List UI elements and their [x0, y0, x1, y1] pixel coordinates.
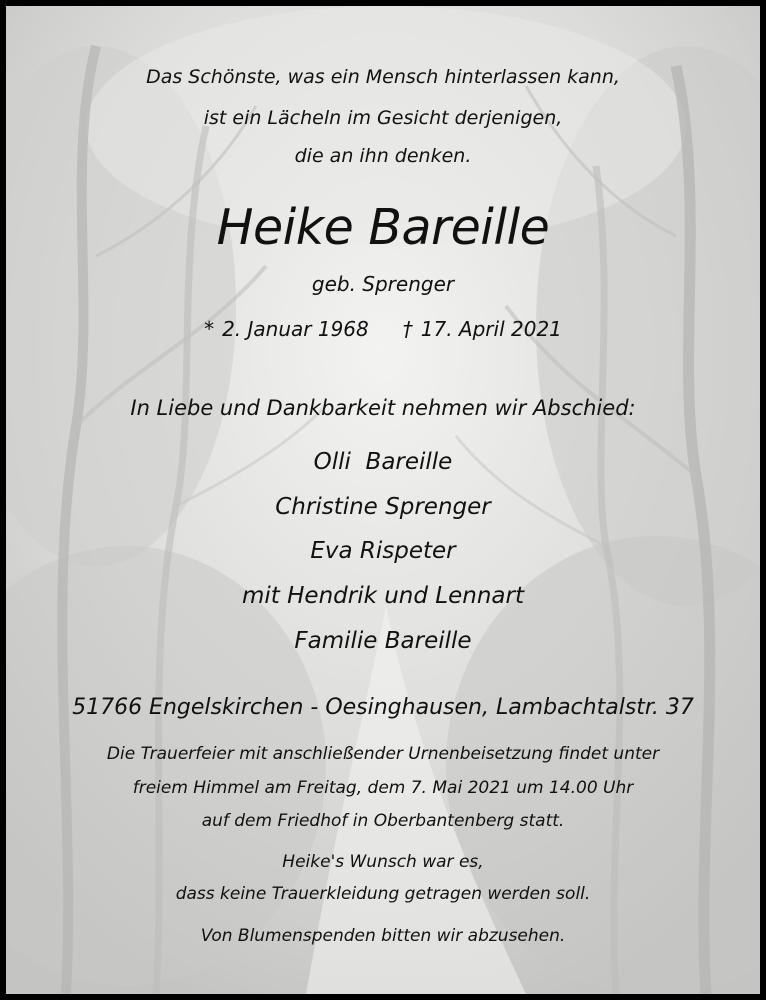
- wish-line: dass keine Trauerkleidung getragen werden soll.: [175, 884, 591, 904]
- birth-symbol: *: [204, 317, 215, 341]
- wish-line: Heike's Wunsch war es,: [282, 852, 484, 872]
- poem-line: ist ein Lächeln im Gesicht derjenigen,: [203, 107, 563, 129]
- mourner-name: Familie Bareille: [294, 628, 472, 654]
- deceased-name: Heike Bareille: [216, 199, 550, 256]
- birth-date: 2. Januar 1968: [222, 317, 369, 341]
- mourner-name: Olli Bareille: [313, 449, 453, 475]
- notice-text: [6, 6, 760, 994]
- ceremony-line: Die Trauerfeier mit anschließender Urnenbeisetzung findet unter: [106, 744, 660, 764]
- family-address: 51766 Engelskirchen - Oesinghausen, Lambachtalstr. 37: [72, 695, 694, 720]
- maiden-name: geb. Sprenger: [311, 272, 455, 296]
- poem-line: die an ihn denken.: [294, 145, 472, 167]
- mourner-name: mit Hendrik und Lennart: [242, 583, 524, 609]
- death-date: 17. April 2021: [420, 317, 562, 341]
- death-symbol: †: [402, 317, 413, 341]
- mourner-name: Eva Rispeter: [310, 538, 456, 564]
- flowers-note: Von Blumenspenden bitten wir abzusehen.: [200, 926, 566, 946]
- ceremony-line: auf dem Friedhof in Oberbantenberg statt.: [201, 811, 565, 831]
- farewell-text: In Liebe und Dankbarkeit nehmen wir Abschied:: [130, 396, 636, 420]
- mourner-name: Christine Sprenger: [275, 494, 491, 520]
- ceremony-line: freiem Himmel am Freitag, dem 7. Mai 2021 um 14.00 Uhr: [132, 778, 634, 798]
- poem-line: Das Schönste, was ein Mensch hinterlassen kann,: [146, 66, 620, 88]
- life-dates: [6, 317, 760, 341]
